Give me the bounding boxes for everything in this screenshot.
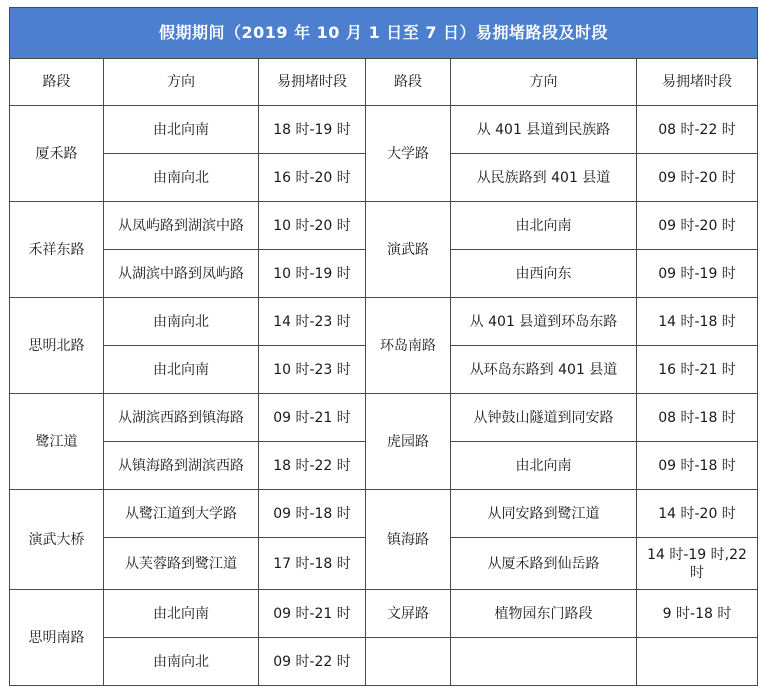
- time-cell: 09 时-18 时: [259, 490, 366, 538]
- time-cell: 10 时-20 时: [259, 202, 366, 250]
- direction-cell: 由北向南: [104, 590, 259, 638]
- road-name-cell: 厦禾路: [10, 106, 104, 202]
- time-cell: 10 时-19 时: [259, 250, 366, 298]
- direction-cell: 由南向北: [104, 638, 259, 686]
- table-row: [10, 490, 758, 538]
- congestion-table: [9, 7, 758, 686]
- table-row: [10, 590, 758, 638]
- road-name-cell: 虎园路: [366, 394, 451, 490]
- time-cell: 14 时-20 时: [637, 490, 758, 538]
- table-row: [10, 638, 758, 686]
- road-name-cell: 思明北路: [10, 298, 104, 394]
- direction-cell: 从湖滨西路到镇海路: [104, 394, 259, 442]
- direction-cell: 由西向东: [451, 250, 637, 298]
- direction-cell: 从鹭江道到大学路: [104, 490, 259, 538]
- time-cell: 08 时-22 时: [637, 106, 758, 154]
- header-direction-right: 方向: [451, 59, 637, 106]
- table-row: [10, 394, 758, 442]
- direction-cell: 由南向北: [104, 154, 259, 202]
- table-row: [10, 298, 758, 346]
- empty-cell: [366, 638, 451, 686]
- direction-cell: 由北向南: [104, 346, 259, 394]
- header-road-left: 路段: [10, 59, 104, 106]
- direction-cell: 从镇海路到湖滨西路: [104, 442, 259, 490]
- road-name-cell: 镇海路: [366, 490, 451, 590]
- road-name-cell: 禾祥东路: [10, 202, 104, 298]
- time-cell: 09 时-21 时: [259, 590, 366, 638]
- time-cell: 9 时-18 时: [637, 590, 758, 638]
- empty-cell: [637, 638, 758, 686]
- direction-cell: 从环岛东路到 401 县道: [451, 346, 637, 394]
- direction-cell: 从凤屿路到湖滨中路: [104, 202, 259, 250]
- road-name-cell: 思明南路: [10, 590, 104, 686]
- header-direction-left: 方向: [104, 59, 259, 106]
- time-cell: 16 时-21 时: [637, 346, 758, 394]
- time-cell: 14 时-19 时,22 时: [637, 538, 758, 590]
- time-cell: 09 时-21 时: [259, 394, 366, 442]
- time-cell: 10 时-23 时: [259, 346, 366, 394]
- road-name-cell: 大学路: [366, 106, 451, 202]
- direction-cell: 从同安路到鹭江道: [451, 490, 637, 538]
- direction-cell: 由北向南: [451, 202, 637, 250]
- header-time-right: 易拥堵时段: [637, 59, 758, 106]
- road-name-cell: 演武大桥: [10, 490, 104, 590]
- header-road-right: 路段: [366, 59, 451, 106]
- empty-cell: [451, 638, 637, 686]
- header-time-left: 易拥堵时段: [259, 59, 366, 106]
- road-name-cell: 演武路: [366, 202, 451, 298]
- direction-cell: 从钟鼓山隧道到同安路: [451, 394, 637, 442]
- road-name-cell: 文屏路: [366, 590, 451, 638]
- header-row: [10, 59, 758, 106]
- time-cell: 09 时-20 时: [637, 154, 758, 202]
- table-row: [10, 106, 758, 154]
- road-name-cell: 环岛南路: [366, 298, 451, 394]
- direction-cell: 由北向南: [451, 442, 637, 490]
- table-title: 假期期间（2019 年 10 月 1 日至 7 日）易拥堵路段及时段: [10, 8, 758, 59]
- time-cell: 18 时-19 时: [259, 106, 366, 154]
- direction-cell: 从芙蓉路到鹭江道: [104, 538, 259, 590]
- time-cell: 14 时-18 时: [637, 298, 758, 346]
- time-cell: 14 时-23 时: [259, 298, 366, 346]
- direction-cell: 从 401 县道到环岛东路: [451, 298, 637, 346]
- time-cell: 09 时-22 时: [259, 638, 366, 686]
- direction-cell: 由北向南: [104, 106, 259, 154]
- direction-cell: 从 401 县道到民族路: [451, 106, 637, 154]
- direction-cell: 从厦禾路到仙岳路: [451, 538, 637, 590]
- direction-cell: 从民族路到 401 县道: [451, 154, 637, 202]
- direction-cell: 从湖滨中路到凤屿路: [104, 250, 259, 298]
- time-cell: 09 时-18 时: [637, 442, 758, 490]
- time-cell: 08 时-18 时: [637, 394, 758, 442]
- road-name-cell: 鹭江道: [10, 394, 104, 490]
- time-cell: 17 时-18 时: [259, 538, 366, 590]
- table-row: [10, 202, 758, 250]
- direction-cell: 植物园东门路段: [451, 590, 637, 638]
- time-cell: 09 时-20 时: [637, 202, 758, 250]
- time-cell: 18 时-22 时: [259, 442, 366, 490]
- time-cell: 09 时-19 时: [637, 250, 758, 298]
- time-cell: 16 时-20 时: [259, 154, 366, 202]
- direction-cell: 由南向北: [104, 298, 259, 346]
